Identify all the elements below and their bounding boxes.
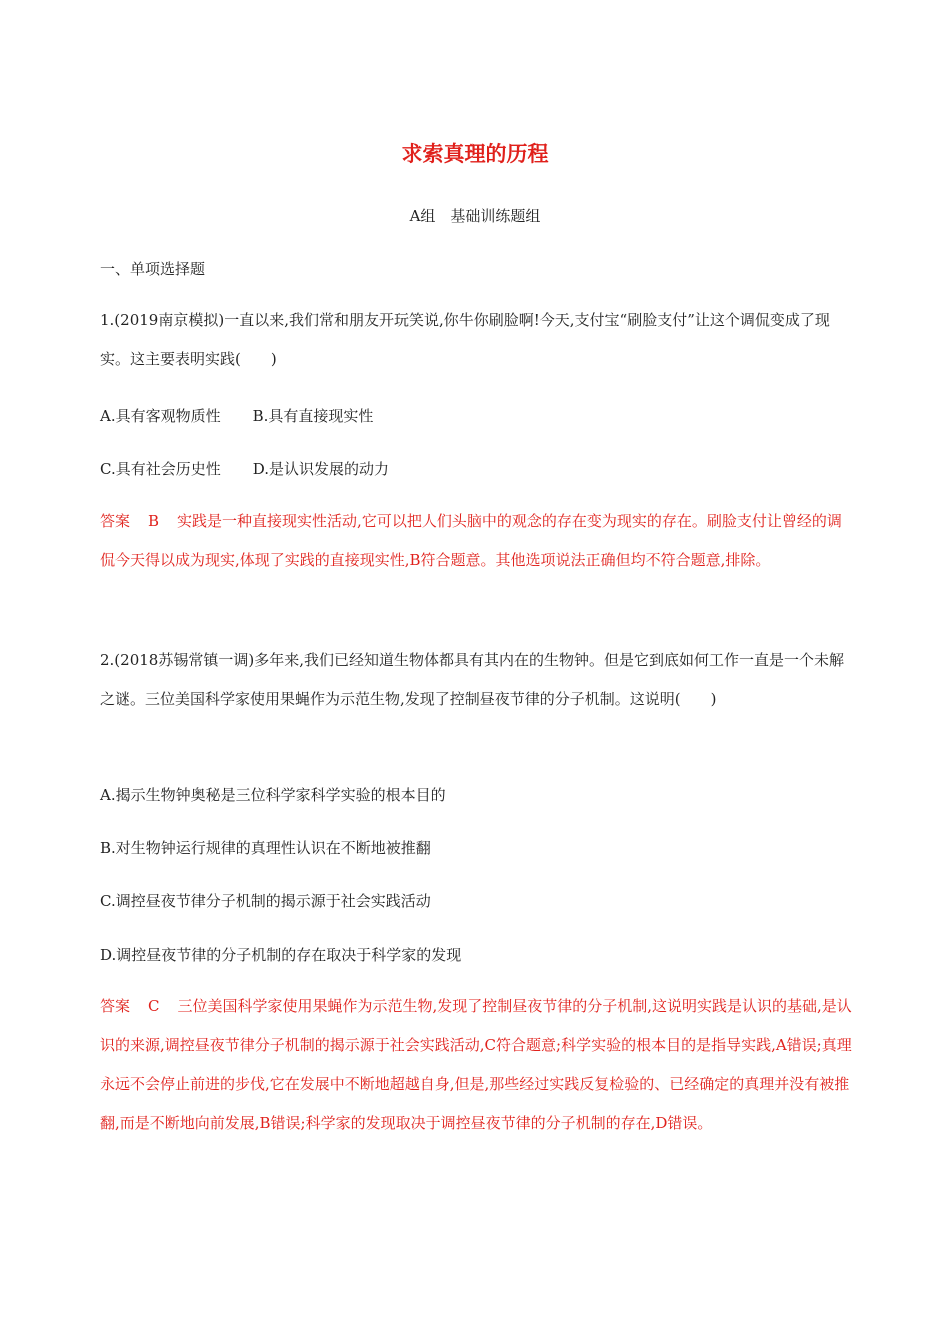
q2-option-c: C.调控昼夜节律分子机制的揭示源于社会实践活动: [100, 892, 431, 910]
section-heading: 一、单项选择题: [100, 260, 206, 278]
q2-option-d: D.调控昼夜节律的分子机制的存在取决于科学家的发现: [100, 946, 462, 964]
q1-answer-explanation: 实践是一种直接现实性活动,它可以把人们头脑中的观念的存在变为现实的存在。刷脸支付让曾经的调侃今天得以成为现实,体现了实践的直接现实性,B符合题意。其他选项说法正确但均不符合题意,排除。: [100, 512, 842, 569]
q2-answer: [100, 987, 852, 1143]
q1-options-row-2: [100, 458, 389, 479]
q1-option-c: C.具有社会历史性: [100, 460, 221, 478]
q2-answer-label: 答案: [100, 997, 131, 1015]
page-title: 求索真理的历程: [401, 142, 549, 166]
q2-answer-key: C: [148, 997, 160, 1015]
q1-answer: [100, 502, 852, 580]
q1-options-row-1: [100, 405, 373, 426]
q1-answer-key: B: [148, 512, 160, 530]
q1-answer-label: 答案: [100, 512, 131, 530]
q1-option-b: B.具有直接现实性: [252, 407, 374, 425]
q2-option-a: A.揭示生物钟奥秘是三位科学家科学实验的根本目的: [100, 786, 446, 804]
q2-option-b: B.对生物钟运行规律的真理性认识在不断地被推翻: [100, 839, 431, 857]
q1-option-d: D.是认识发展的动力: [252, 460, 389, 478]
group-heading: A组 基础训练题组: [409, 207, 541, 225]
q1-option-a: A.具有客观物质性: [100, 407, 221, 425]
q1-stem: 1.(2019南京模拟)一直以来,我们常和朋友开玩笑说,你牛你刷脸啊!今天,支付宝“刷脸支付”让这个调侃变成了现实。这主要表明实践( ): [100, 311, 830, 368]
q2-stem: 2.(2018苏锡常镇一调)多年来,我们已经知道生物体都具有其内在的生物钟。但是它到底如何工作一直是一个未解之谜。三位美国科学家使用果蝇作为示范生物,发现了控制昼夜节律的分子机制。这说明( ): [100, 651, 844, 708]
q2-answer-explanation: 三位美国科学家使用果蝇作为示范生物,发现了控制昼夜节律的分子机制,这说明实践是认识的基础,是认识的来源,调控昼夜节律分子机制的揭示源于社会实践活动,C符合题意;科学实验的根本目的是指导实践,A错误;真理永远不会停止前进的步伐,它在发展中不断地超越自身,但是,那些经过实践反复检验的、已经确定的真理并没有被推翻,而是不断地向前发展,B错误;科学家的发现取决于调控昼夜节律的分子机制的存在,D错误。: [100, 997, 852, 1132]
